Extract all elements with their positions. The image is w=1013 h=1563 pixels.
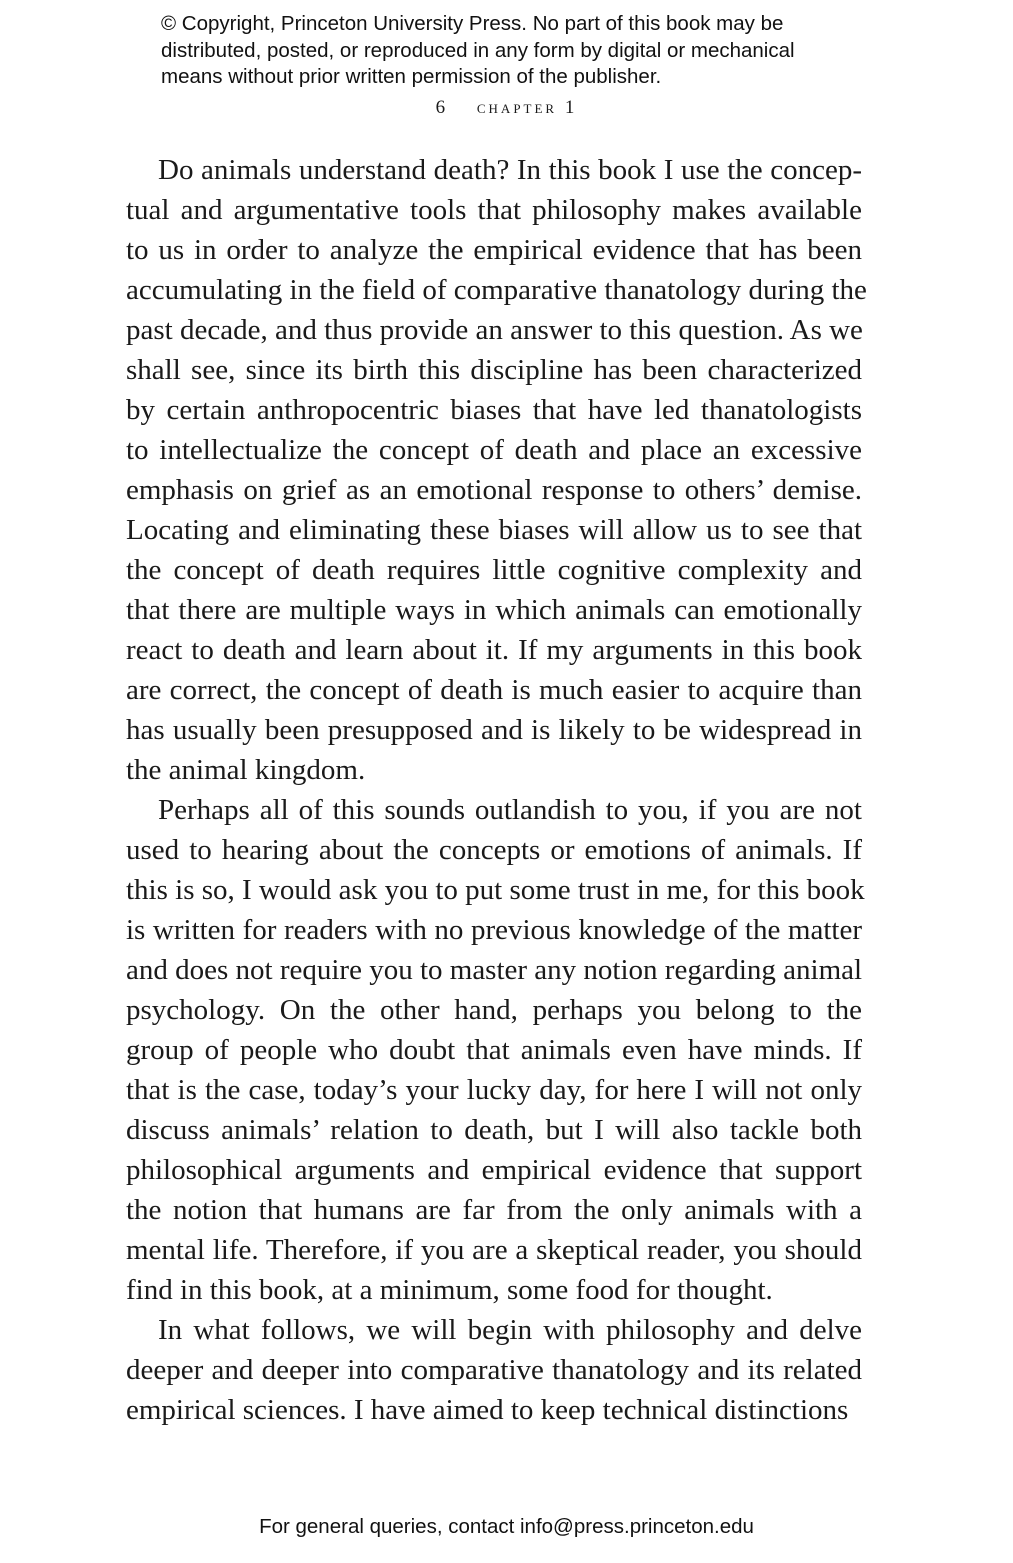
text-line: tual and argumentative tools that philosophy makes available [126, 194, 862, 226]
text-line: emphasis on grief as an emotional response to others’ demise. [126, 474, 862, 506]
text-line: to intellectualize the concept of death and place an excessive [126, 434, 862, 466]
text-line: psychology. On the other hand, perhaps you belong to the [126, 994, 862, 1026]
text-line: find in this book, at a minimum, some food for thought. [126, 1274, 773, 1306]
text-line: deeper and deeper into comparative thanatology and its related [126, 1354, 862, 1386]
chapter-label: chapter 1 [476, 97, 578, 118]
paragraph [126, 150, 867, 790]
text-line: that is the case, today’s your lucky day, for here I will not only [126, 1074, 862, 1106]
page-number: 6 [435, 97, 448, 118]
paragraph [126, 790, 865, 1310]
text-line: Perhaps all of this sounds outlandish to you, if you are not [158, 794, 862, 826]
text-line: that there are multiple ways in which animals can emotionally [126, 594, 862, 626]
text-line: the concept of death requires little cognitive complexity and [126, 554, 862, 586]
paragraph [126, 1310, 862, 1430]
running-head [0, 97, 1013, 119]
text-line: accumulating in the field of comparative thanatology during the [126, 274, 867, 306]
text-line: is written for readers with no previous knowledge of the matter [126, 914, 862, 946]
text-line: used to hearing about the concepts or emotions of animals. If [126, 834, 862, 866]
text-line: Locating and eliminating these biases will allow us to see that [126, 514, 862, 546]
text-line: empirical sciences. I have aimed to keep technical distinctions [126, 1394, 849, 1426]
text-line: philosophical arguments and empirical evidence that support [126, 1154, 862, 1186]
text-line: mental life. Therefore, if you are a skeptical reader, you should [126, 1234, 862, 1266]
text-line: past decade, and thus provide an answer to this question. As we [126, 314, 863, 346]
text-line: the animal kingdom. [126, 754, 366, 786]
copyright-line: distributed, posted, or reproduced in any form by digital or mechanical [161, 38, 795, 62]
text-line: Do animals understand death? In this book I use the concep- [158, 154, 862, 186]
text-line: by certain anthropocentric biases that have led thanatologists [126, 394, 862, 426]
text-line: has usually been presupposed and is likely to be widespread in [126, 714, 862, 746]
text-line: are correct, the concept of death is much easier to acquire than [126, 674, 862, 706]
footer-contact: For general queries, contact info@press.princeton.edu [259, 1515, 754, 1538]
text-line: and does not require you to master any notion regarding animal [126, 954, 863, 986]
body-text [126, 150, 867, 1430]
text-line: the notion that humans are far from the only animals with a [126, 1194, 862, 1226]
text-line: this is so, I would ask you to put some trust in me, for this book [126, 874, 865, 906]
text-line: discuss animals’ relation to death, but I will also tackle both [126, 1114, 862, 1146]
text-line: shall see, since its birth this discipline has been characterized [126, 354, 862, 386]
text-line: In what follows, we will begin with philosophy and delve [158, 1314, 862, 1346]
text-line: to us in order to analyze the empirical evidence that has been [126, 234, 862, 266]
text-line: group of people who doubt that animals even have minds. If [126, 1034, 862, 1066]
copyright-line: means without prior written permission of the publisher. [161, 65, 662, 88]
copyright-notice [161, 11, 881, 91]
copyright-line: © Copyright, Princeton University Press. No part of this book may be [161, 12, 784, 35]
text-line: react to death and learn about it. If my arguments in this book [126, 634, 862, 666]
